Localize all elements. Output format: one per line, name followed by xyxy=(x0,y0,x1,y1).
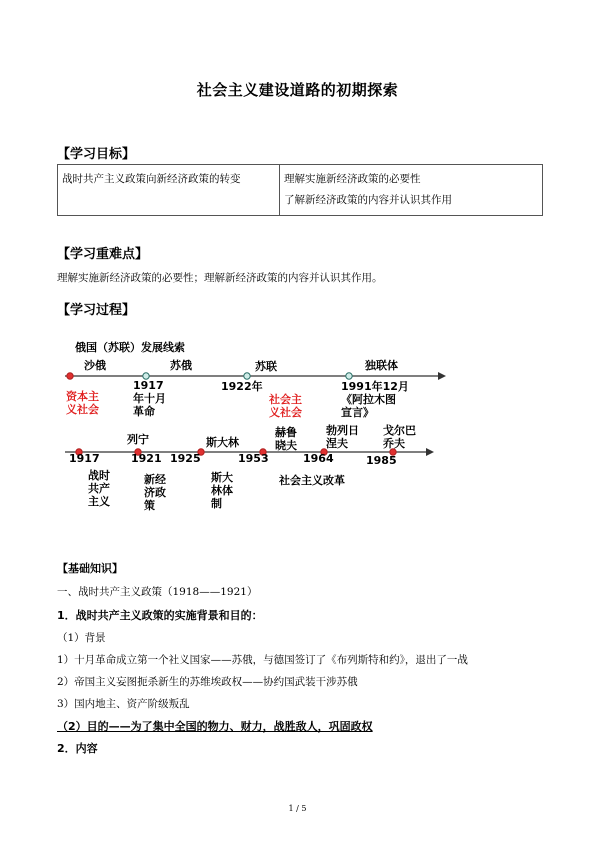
section-heading: 一、战时共产主义政策（1918——1921） xyxy=(57,586,258,598)
event-capitalist-society: 资本主 义社会 xyxy=(66,390,99,416)
year-label: 1985 xyxy=(366,454,397,467)
page-title: 社会主义建设道路的初期探索 xyxy=(196,81,399,99)
period-war-communism: 战时 共产 主义 xyxy=(88,469,110,508)
event-october-revolution: 1917 年十月 革命 xyxy=(133,379,166,418)
year-label: 1921 xyxy=(131,452,162,465)
key-points-heading: 【学习重难点】 xyxy=(57,247,149,262)
timeline-caption: 俄国（苏联）发展线索 xyxy=(75,341,185,354)
event-socialist-society: 社会主 义社会 xyxy=(269,393,302,419)
upper-dot xyxy=(244,373,250,379)
leader-gorbachev: 戈尔巴 乔夫 xyxy=(383,424,416,450)
basics-heading: 【基础知识】 xyxy=(57,562,123,575)
leader-lenin: 列宁 xyxy=(127,433,149,446)
sub-heading: （1）背景 xyxy=(57,632,106,644)
period-socialist-reform: 社会主义改革 xyxy=(279,474,345,487)
event-alma-ata: 1991年12月 《阿拉木图 宣言》 xyxy=(341,380,409,419)
year-label: 1953 xyxy=(238,452,269,465)
era-label: 苏联 xyxy=(255,360,277,373)
leader-brezhnev: 勃列日 涅夫 xyxy=(326,424,359,450)
period-stalin-system: 斯大 林体 制 xyxy=(211,471,233,510)
event-1922: 1922年 xyxy=(221,380,263,393)
era-label: 苏俄 xyxy=(170,359,192,372)
goal-item: 了解新经济政策的内容并认识其作用 xyxy=(284,194,452,206)
upper-axis-arrow-icon xyxy=(438,372,446,380)
key-points-text: 理解实施新经济政策的必要性；理解新经济政策的内容并认识其作用。 xyxy=(57,272,383,284)
upper-dot xyxy=(67,373,73,379)
item-heading: 2．内容 xyxy=(57,742,98,755)
era-label: 沙俄 xyxy=(84,359,106,372)
goals-table xyxy=(57,164,543,216)
leader-khrushchev: 赫鲁 晓夫 xyxy=(275,426,297,452)
background-point: 3）国内地主、资产阶级叛乱 xyxy=(57,698,190,710)
upper-dot xyxy=(346,373,352,379)
goal-item: 理解实施新经济政策的必要性 xyxy=(284,173,421,185)
timeline-diagram xyxy=(60,335,460,525)
background-point: 2）帝国主义妄图扼杀新生的苏维埃政权——协约国武装干涉苏俄 xyxy=(57,676,358,688)
year-label: 1964 xyxy=(303,452,334,465)
item-heading: 1．战时共产主义政策的实施背景和目的： xyxy=(57,609,263,622)
lower-axis-arrow-icon xyxy=(426,448,434,456)
purpose-text: （2）目的——为了集中全国的物力、财力，战胜敌人，巩固政权 xyxy=(57,720,373,733)
year-label: 1917 xyxy=(69,452,100,465)
page-number: 1 / 5 xyxy=(288,804,307,813)
process-heading: 【学习过程】 xyxy=(57,303,136,318)
period-nep: 新经 济政 策 xyxy=(144,473,166,512)
era-label: 独联体 xyxy=(365,359,398,372)
year-label: 1925 xyxy=(170,452,201,465)
goals-left-cell: 战时共产主义政策向新经济政策的转变 xyxy=(58,165,280,216)
goals-heading: 【学习目标】 xyxy=(57,147,136,162)
background-point: 1）十月革命成立第一个社义国家——苏俄，与德国签订了《布列斯特和约》，退出了一战 xyxy=(57,654,468,666)
leader-stalin: 斯大林 xyxy=(206,436,239,449)
goals-right-cell xyxy=(280,165,543,216)
